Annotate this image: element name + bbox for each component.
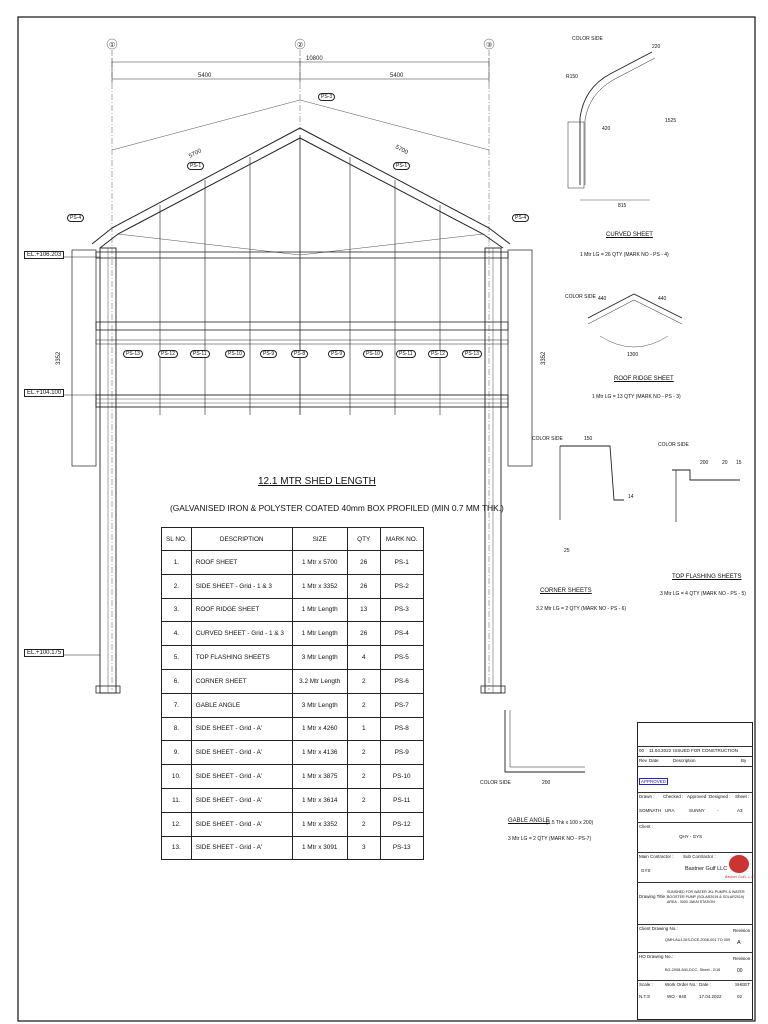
tb-rev-date: 11.04.2022 — [649, 748, 672, 753]
table-row — [162, 669, 424, 693]
table-cell: 7. — [162, 693, 192, 717]
mark-tag: PS-8 — [291, 350, 308, 358]
tb-date-label: Date : — [699, 982, 712, 987]
corner-dim-2: 25 — [564, 548, 570, 554]
table-cell: CURVED SHEET - Grid - 1 & 3 — [191, 622, 292, 646]
flashing-color-side: COLOR SIDE — [658, 442, 689, 448]
table-cell: SIDE SHEET - Grid - A' — [191, 717, 292, 741]
tb-rev-desc: ISSUED FOR CONSTRUCTION — [673, 748, 739, 753]
table-cell: 1 — [347, 717, 380, 741]
table-cell: PS-4 — [380, 622, 423, 646]
tb-client-dwg: QMH-AUJ-DIS-DCE-2008-001 TO 009 — [665, 938, 731, 942]
ridge-sub: 1 Mtr LG = 13 QTY (MARK NO - PS - 3) — [592, 394, 681, 400]
flashing-dim-3: 15 — [736, 460, 742, 466]
tb-scale-label: Scale : — [639, 982, 653, 987]
table-cell: 2 — [347, 765, 380, 789]
table-cell: PS-9 — [380, 741, 423, 765]
table-cell: 2 — [347, 812, 380, 836]
ridge-title: ROOF RIDGE SHEET — [614, 376, 674, 382]
title-block — [637, 722, 753, 1020]
company-logo-icon — [729, 855, 749, 873]
table-cell: PS-10 — [380, 765, 423, 789]
table-row — [162, 741, 424, 765]
table-cell: PS-8 — [380, 717, 423, 741]
table-cell: 4. — [162, 622, 192, 646]
table-cell: PS-7 — [380, 693, 423, 717]
curved-dim-2: R150 — [566, 74, 578, 80]
flashing-dim-2: 20 — [722, 460, 728, 466]
gable-title-note: (1.5 Thk x 100 x 200) — [546, 820, 594, 826]
tb-sheet-size-label: Sheet : — [735, 794, 750, 799]
mark-tag: PS-1 — [393, 162, 410, 170]
tb-sub-contractor: Bastner Gulf LLC — [685, 866, 728, 872]
tb-sheet-no: 02 — [737, 994, 743, 999]
table-cell: 5. — [162, 646, 192, 670]
tb-main-contractor: GYS — [641, 868, 651, 873]
table-cell: PS-2 — [380, 574, 423, 598]
tb-ho-dwg-label: HO Drawing No.: — [639, 954, 674, 959]
table-cell: 3 Mtr Length — [292, 693, 347, 717]
dim-overall: 10800 — [306, 56, 323, 62]
tb-sheet-label: SHEET — [735, 982, 751, 987]
table-cell: 1 Mtr Length — [292, 622, 347, 646]
table-row — [162, 717, 424, 741]
table-cell: 2. — [162, 574, 192, 598]
table-cell: SIDE SHEET - Grid - A' — [191, 765, 292, 789]
table-row — [162, 646, 424, 670]
tb-work-order: WO - 840 — [667, 994, 687, 999]
table-cell: PS-5 — [380, 646, 423, 670]
table-cell: 2 — [347, 669, 380, 693]
col-header-description: DESCRIPTION — [191, 528, 292, 551]
tb-drawing-title: SUNSHED FOR WATER JKL PUMPS & WATER BOOSTER PUMP (SOLAR2019 & SOLAR2019) AREA - 3000 JAKAI STATION — [667, 890, 745, 904]
mark-tag: PS-13 — [462, 350, 482, 358]
dim-height-right: 3352 — [541, 351, 547, 365]
table-cell: SIDE SHEET - Grid - A' — [191, 741, 292, 765]
tb-client: QHY - GYS — [679, 834, 703, 839]
table-row — [162, 598, 424, 622]
table-row — [162, 836, 424, 860]
curved-dim-1: 220 — [652, 44, 661, 50]
level-lines — [62, 257, 100, 655]
tb-client-label: Client : — [639, 824, 654, 829]
table-header-row — [162, 528, 424, 551]
tb-checked-value: URA — [665, 808, 675, 813]
schedule-subtitle: (GALVANISED IRON & POLYSTER COATED 40mm BOX PROFILED (MIN 0.7 MM THK.) — [170, 503, 504, 513]
table-cell: 1 Mtr x 4136 — [292, 741, 347, 765]
mark-tag: PS-12 — [428, 350, 448, 358]
tb-revision: A — [737, 940, 741, 946]
table-cell: SIDE SHEET - Grid - A' — [191, 812, 292, 836]
dim-rafter-right: 5700 — [394, 144, 409, 157]
table-cell: 13 — [347, 598, 380, 622]
ridge-dim-1: 440 — [598, 296, 607, 302]
table-cell: 2 — [347, 788, 380, 812]
flashing-sub: 3 Mtr LG = 4 QTY (MARK NO - PS - 5) — [660, 591, 746, 597]
curved-dim-4: 815 — [618, 203, 627, 209]
curved-sub: 1 Mtr LG = 26 QTY (MARK NO - PS - 4) — [580, 252, 669, 258]
grid-label-1: ① — [109, 42, 116, 49]
table-cell: 3 — [347, 836, 380, 860]
table-cell: 2 — [347, 741, 380, 765]
table-cell: 1 Mtr x 3352 — [292, 574, 347, 598]
mark-tag: PS-4 — [67, 214, 84, 222]
table-row — [162, 788, 424, 812]
dim-rafter-left: 5700 — [188, 148, 203, 160]
curved-dim-5: 1525 — [665, 118, 677, 124]
corner-dim-3: 14 — [628, 494, 634, 500]
col-header-qty: QTY — [347, 528, 380, 551]
beams — [96, 252, 508, 407]
table-cell: 1 Mtr Length — [292, 598, 347, 622]
mark-tag: PS-1 — [187, 162, 204, 170]
dim-height: 3352 — [56, 351, 62, 365]
table-cell: 3. — [162, 598, 192, 622]
mark-tag: PS-10 — [363, 350, 383, 358]
dim-half-right: 5400 — [390, 73, 404, 79]
table-row — [162, 551, 424, 575]
table-cell: PS-6 — [380, 669, 423, 693]
tb-work-order-label: Work Order No.: — [665, 982, 698, 987]
table-cell: 26 — [347, 574, 380, 598]
table-cell: SIDE SHEET - Grid - 1 & 3 — [191, 574, 292, 598]
table-cell: 10. — [162, 765, 192, 789]
flashing-dim-1: 200 — [700, 460, 709, 466]
level-tag-base: EL.+100.175 — [24, 649, 64, 657]
tb-sheet-size-value: A3 — [737, 808, 743, 813]
tb-client-dwg-label: Client Drawing No.: — [639, 926, 678, 931]
tb-drawn-value: SOMNATH — [639, 808, 662, 813]
corner-title: CORNER SHEETS — [540, 588, 592, 594]
mark-tag: PS-9 — [328, 350, 345, 358]
mark-tag: PS-3 — [318, 93, 335, 101]
table-cell: PS-3 — [380, 598, 423, 622]
tb-status-stamp: APPROVED — [641, 779, 667, 784]
table-cell: SIDE SHEET - Grid - A' — [191, 836, 292, 860]
table-cell: 9. — [162, 741, 192, 765]
tb-head-desc: Description — [673, 758, 696, 763]
col-header-size: SIZE — [292, 528, 347, 551]
ridge-color-side: COLOR SIDE — [565, 294, 596, 300]
flashing-title: TOP FLASHING SHEETS — [672, 574, 742, 580]
ridge-dim-3: 1300 — [627, 352, 639, 358]
corner-color-side: COLOR SIDE — [532, 436, 563, 442]
level-tag-mid: EL.+104.100 — [24, 389, 64, 397]
material-schedule-table — [161, 527, 424, 860]
roof-frame — [92, 100, 510, 415]
tb-head-date: Date — [649, 758, 659, 763]
tb-revision2-label: Revision : — [733, 956, 753, 961]
table-cell: PS-1 — [380, 551, 423, 575]
table-cell: GABLE ANGLE — [191, 693, 292, 717]
tb-revision-label: Revision : — [733, 928, 753, 933]
table-cell: 8. — [162, 717, 192, 741]
curved-title: CURVED SHEET — [606, 232, 653, 238]
gable-sub: 3 Mtr LG = 2 QTY (MARK NO - PS-7) — [508, 836, 592, 842]
curved-dim-3: 420 — [602, 126, 611, 132]
col-header-mark: MARK NO. — [380, 528, 423, 551]
mark-tag: PS-10 — [225, 350, 245, 358]
tb-approved-label: Approved : — [687, 794, 709, 799]
table-cell: 1 Mtr x 3875 — [292, 765, 347, 789]
table-cell: 1. — [162, 551, 192, 575]
mark-tag: PS-11 — [190, 350, 210, 358]
table-cell: 1 Mtr x 3614 — [292, 788, 347, 812]
tb-checked-label: Checked : — [663, 794, 684, 799]
table-cell: SIDE SHEET - Grid - A' — [191, 788, 292, 812]
table-cell: 1 Mtr x 5700 — [292, 551, 347, 575]
table-cell: PS-13 — [380, 836, 423, 860]
table-cell: 26 — [347, 622, 380, 646]
grid-label-2: ② — [297, 42, 304, 49]
table-row — [162, 574, 424, 598]
table-cell: PS-11 — [380, 788, 423, 812]
tb-main-contractor-label: Main Contractor : — [639, 854, 674, 859]
tb-scale: N.T.S — [639, 994, 651, 999]
gable-color-side: COLOR SIDE — [480, 780, 511, 786]
table-cell: 12. — [162, 812, 192, 836]
table-cell: TOP FLASHING SHEETS — [191, 646, 292, 670]
table-cell: 1 Mtr x 3352 — [292, 812, 347, 836]
tb-ho-dwg: BG-2008-840-DCC- Sheet - 2/15 — [665, 968, 721, 972]
col-header-sl: SL NO. — [162, 528, 192, 551]
table-row — [162, 693, 424, 717]
table-cell: 6. — [162, 669, 192, 693]
table-row — [162, 622, 424, 646]
mark-tag: PS-9 — [260, 350, 277, 358]
ridge-dim-2: 440 — [658, 296, 667, 302]
tb-approved-value: SUNNY — [689, 808, 705, 813]
mark-tag: PS-12 — [158, 350, 178, 358]
tb-designed-value: - — [717, 808, 719, 813]
tb-date: 17.04.2022 — [699, 994, 722, 999]
table-cell: 26 — [347, 551, 380, 575]
tb-sub-contractor-label: Sub Contractor : — [683, 854, 716, 859]
tb-drawing-title-label: Drawing Title : — [639, 894, 668, 899]
tb-head-rev: Rev — [639, 758, 648, 763]
tb-designed-label: Designed : — [709, 794, 731, 799]
curved-color-side: COLOR SIDE — [572, 36, 603, 42]
tb-head-by: By — [741, 758, 747, 763]
table-cell: ROOF RIDGE SHEET — [191, 598, 292, 622]
table-cell: 1 Mtr x 4260 — [292, 717, 347, 741]
table-cell: PS-12 — [380, 812, 423, 836]
table-row — [162, 765, 424, 789]
level-tag-top: EL.+106.203 — [24, 251, 64, 259]
table-cell: 4 — [347, 646, 380, 670]
table-cell: 1 Mtr x 3091 — [292, 836, 347, 860]
grid-label-3: ③ — [486, 42, 493, 49]
table-cell: CORNER SHEET — [191, 669, 292, 693]
table-cell: 3 Mtr Length — [292, 646, 347, 670]
corner-dim-1: 150 — [584, 436, 593, 442]
mark-tag: PS-4 — [512, 214, 529, 222]
table-cell: ROOF SHEET — [191, 551, 292, 575]
table-cell: 2 — [347, 693, 380, 717]
tb-drawn-label: Drawn : — [639, 794, 655, 799]
dimension-lines — [112, 58, 489, 83]
mark-tag: PS-11 — [396, 350, 416, 358]
table-cell: 13. — [162, 836, 192, 860]
tb-logo-text: Bastner Gulf L.L.C — [725, 875, 754, 879]
mark-tag: PS-13 — [123, 350, 143, 358]
table-cell: 3.2 Mtr Length — [292, 669, 347, 693]
tb-revision2: 00 — [737, 968, 743, 974]
corner-sub: 3.2 Mtr LG = 2 QTY (MARK NO - PS - 6) — [536, 606, 627, 612]
schedule-title: 12.1 MTR SHED LENGTH — [258, 476, 376, 487]
table-cell: 11. — [162, 788, 192, 812]
tb-rev: 00 — [639, 748, 645, 753]
gable-dim-1: 200 — [542, 780, 551, 786]
table-row — [162, 812, 424, 836]
dim-half-left: 5400 — [198, 73, 212, 79]
gable-title: GABLE ANGLE — [508, 818, 550, 824]
